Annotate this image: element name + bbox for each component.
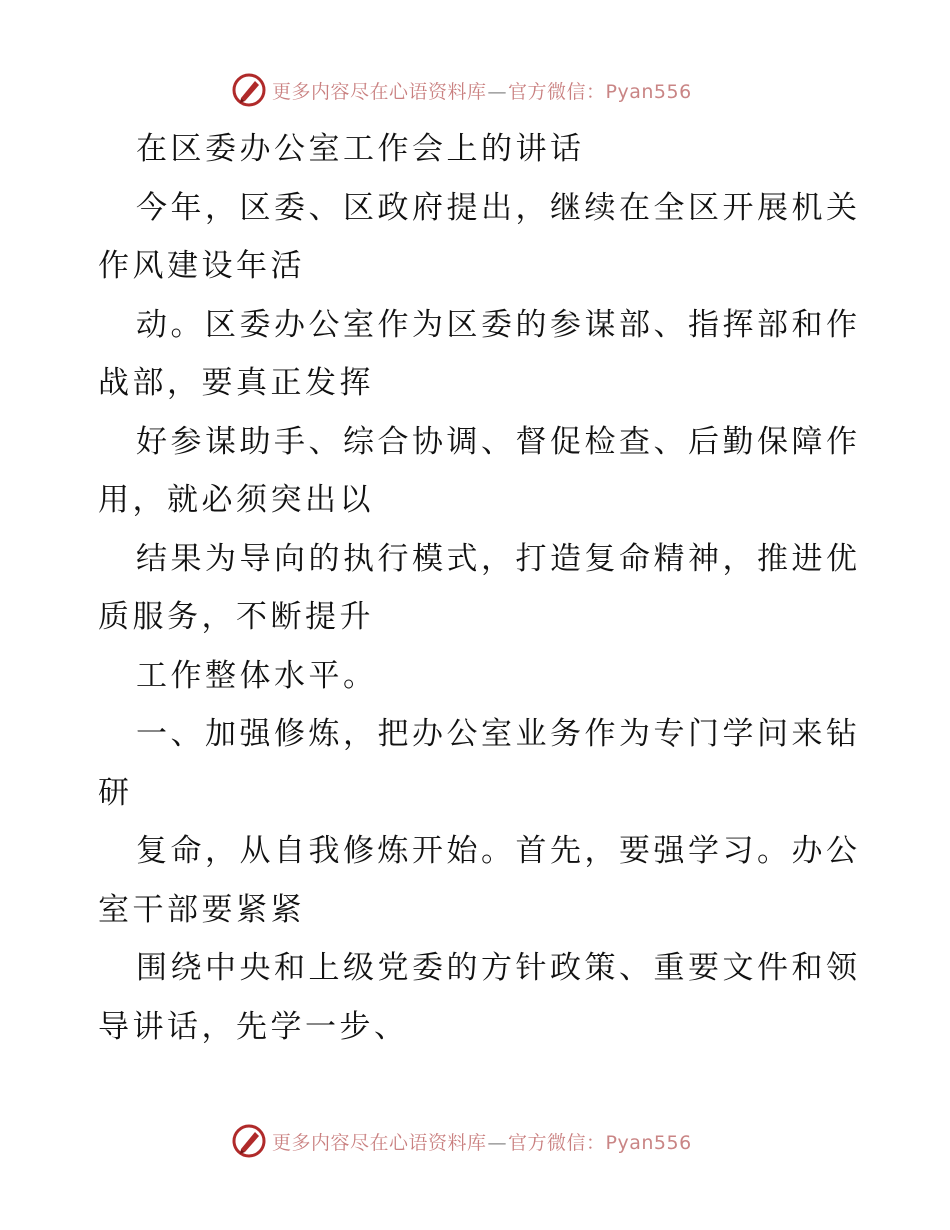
text-line: 工作整体水平。 <box>136 657 378 694</box>
text-line: 质服务，不断提升 <box>98 599 374 635</box>
text-line: 围绕中央和上级党委的方针政策、重要文件和领 <box>136 950 861 986</box>
header-watermark <box>232 70 692 110</box>
watermark-text <box>272 1128 692 1155</box>
watermark-dash: — <box>487 80 508 103</box>
text-line: 用，就必须突出以 <box>98 482 374 518</box>
watermark-wechat-id: Pyan556 <box>605 1131 692 1154</box>
text-line: 动。区委办公室作为区委的参谋部、指挥部和作 <box>136 306 861 343</box>
text-line: 室干部要紧紧 <box>98 891 305 928</box>
text-line: 作风建设年活 <box>98 248 305 284</box>
text-line: 导讲话，先学一步、 <box>98 1008 409 1045</box>
watermark-label: 官方微信： <box>508 80 606 103</box>
document-title: 在区委办公室工作会上的讲话 <box>136 131 585 167</box>
text-line: 战部，要真正发挥 <box>98 365 374 401</box>
watermark-label: 官方微信： <box>508 1131 606 1154</box>
pen-logo-icon <box>232 73 266 107</box>
watermark-dash: — <box>487 1131 508 1154</box>
section-heading: 一、加强修炼，把办公室业务作为专门学问来钻 <box>136 716 861 752</box>
footer-watermark <box>232 1121 692 1161</box>
watermark-slogan: 更多内容尽在心语资料库 <box>272 1131 487 1154</box>
watermark-slogan: 更多内容尽在心语资料库 <box>272 80 487 103</box>
text-line: 今年，区委、区政府提出，继续在全区开展机关 <box>136 189 861 226</box>
text-line: 研 <box>98 774 133 811</box>
pen-logo-icon <box>232 1124 266 1158</box>
watermark-wechat-id: Pyan556 <box>605 80 692 103</box>
watermark-text <box>272 77 692 104</box>
document-body <box>98 120 861 1056</box>
text-line: 好参谋助手、综合协调、督促检查、后勤保障作 <box>136 423 861 460</box>
text-line: 复命，从自我修炼开始。首先，要强学习。办公 <box>136 833 861 869</box>
text-line: 结果为导向的执行模式，打造复命精神，推进优 <box>136 540 861 577</box>
